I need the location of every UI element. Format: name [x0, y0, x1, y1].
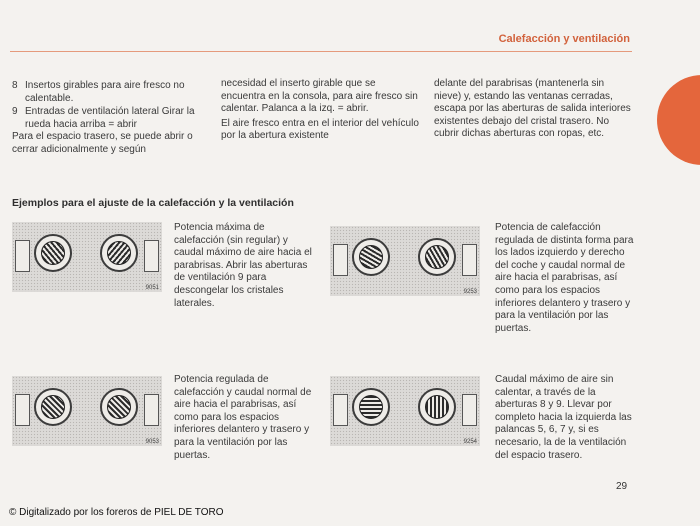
- figure-code: 9051: [145, 285, 159, 291]
- vent-slider-left-icon: [333, 244, 348, 276]
- header-title: Calefacción y ventilación: [498, 33, 630, 45]
- temperature-dial-right-icon: [100, 388, 138, 426]
- temperature-dial-right-icon: [418, 388, 456, 426]
- section-tab-marker: [657, 75, 700, 165]
- vent-slider-left-icon: [15, 240, 30, 272]
- example-description: Potencia de calefacción regulada de distinta forma para los lados izquierdo y derecho del coche y caudal normal de aire hacia el parabrisas, así como para los espacios inferiores delantero y trasero y para la ventilación por las puertas.: [495, 222, 634, 334]
- list-item-text: Insertos girables para aire fresco no calentable.: [25, 80, 185, 104]
- temperature-dial-left-icon: [352, 388, 390, 426]
- rear-space-paragraph: Para el espacio trasero, se puede abrir o cerrar adicionalmente y según: [12, 131, 193, 155]
- list-item-text: Entradas de ventilación lateral Girar la rueda hacia arriba = abrir: [25, 106, 195, 130]
- control-panel-figure: [330, 376, 480, 446]
- temperature-dial-right-icon: [100, 234, 138, 272]
- figure-code: 9253: [463, 289, 477, 295]
- console-insert-paragraph: necesidad el inserto girable que se encuentra en la consola, para aire fresco sin calentar. Palanca a la izq. = abrir.: [221, 78, 418, 115]
- intro-column-1: [12, 80, 212, 157]
- list-item-8: [12, 80, 212, 105]
- figure-code: 9254: [463, 439, 477, 445]
- figure-code: 9053: [145, 439, 159, 445]
- temperature-dial-left-icon: [34, 388, 72, 426]
- footer-credit: © Digitalizado por los foreros de PIEL DE TORO: [9, 507, 224, 518]
- vent-slider-left-icon: [15, 394, 30, 426]
- control-panel-figure: [12, 222, 162, 292]
- example-description: Caudal máximo de aire sin calentar, a través de la aberturas 8 y 9. Llevar por completo hacia la izquierda las palancas 5, 6, 7 y, si es necesario, la de la ventilación del espacio trasero.: [495, 374, 632, 461]
- control-panel-figure: [12, 376, 162, 446]
- control-panel-figure: [330, 226, 480, 296]
- example-description: Potencia regulada de calefacción y caudal normal de aire hacia el parabrisas, así como para los espacios inferiores delantero y trasero y para la ventilación por las puertas.: [174, 374, 312, 461]
- vent-slider-right-icon: [462, 394, 477, 426]
- vent-slider-left-icon: [333, 394, 348, 426]
- list-item-number: 8: [12, 80, 18, 91]
- vent-slider-right-icon: [462, 244, 477, 276]
- example-description: Potencia máxima de calefacción (sin regular) y caudal máximo de aire hacia el parabrisas. Abrir las aberturas de ventilación 9 para descongelar los cristales laterales.: [174, 222, 312, 309]
- section-title: Ejemplos para el ajuste de la calefacción y la ventilación: [12, 197, 294, 209]
- vent-slider-right-icon: [144, 394, 159, 426]
- intro-column-3: [434, 78, 634, 141]
- list-item-9: [12, 106, 212, 131]
- temperature-dial-left-icon: [34, 234, 72, 272]
- temperature-dial-right-icon: [418, 238, 456, 276]
- temperature-dial-left-icon: [352, 238, 390, 276]
- windshield-paragraph: delante del parabrisas (mantenerla sin nieve) y, estando las ventanas cerradas, escapa por las aberturas de salida interiores existentes debajo del cristal trasero. No cubrir dichas aberturas con ropas, etc.: [434, 78, 631, 140]
- intro-column-2: [221, 78, 421, 143]
- header-rule: [10, 51, 632, 52]
- list-item-number: 9: [12, 106, 18, 118]
- vent-slider-right-icon: [144, 240, 159, 272]
- page-number: 29: [616, 481, 628, 492]
- fresh-air-paragraph: El aire fresco entra en el interior del vehículo por la abertura existente: [221, 117, 419, 142]
